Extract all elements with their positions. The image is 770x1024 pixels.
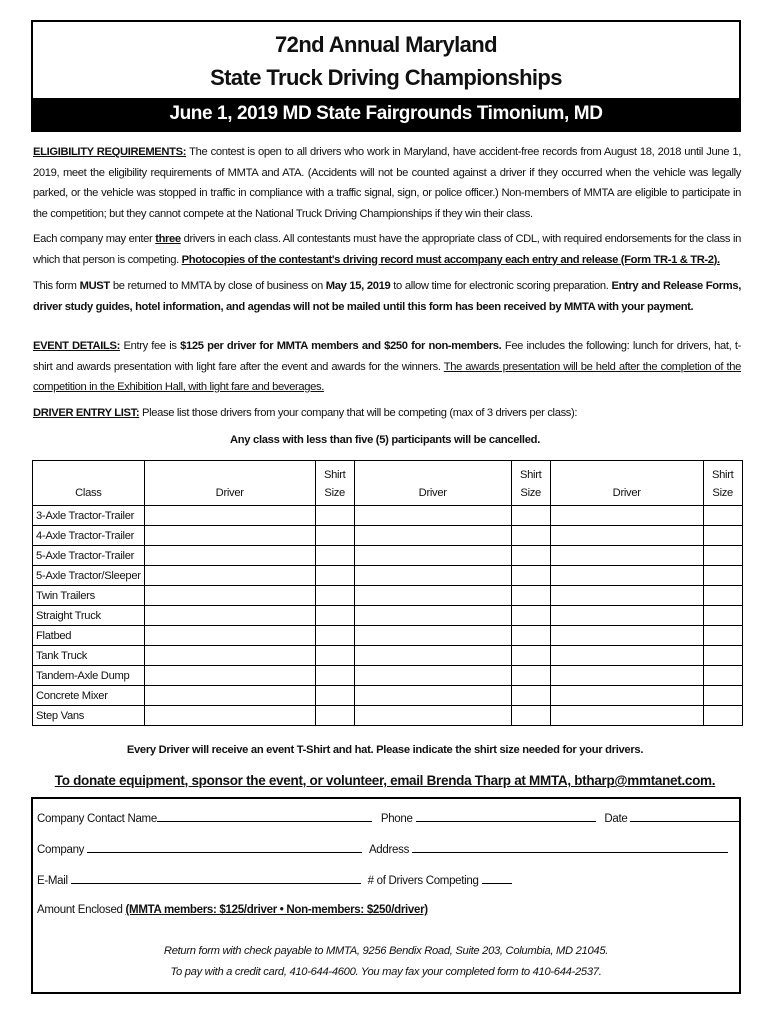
driver-cell[interactable]	[550, 666, 703, 686]
class-cell: Flatbed	[33, 626, 145, 646]
driver-cell[interactable]	[144, 626, 315, 646]
table-header-row	[33, 461, 743, 506]
num-drivers-label: # of Drivers Competing	[367, 875, 479, 887]
driving-record-note: Photocopies of the contestant's driving record must accompany each entry and release (Form TR-1 & TR-2).	[181, 253, 720, 266]
date-label: Date	[604, 813, 628, 825]
form-text-3: to allow time for electronic scoring preparation.	[390, 280, 612, 292]
shirt-size-cell[interactable]	[315, 586, 354, 606]
driver-entry-table	[32, 460, 743, 726]
driver-cell[interactable]	[144, 606, 315, 626]
amount-label: Amount Enclosed	[37, 904, 126, 916]
driver-cell[interactable]	[354, 546, 511, 566]
class-cell: 5-Axle Tractor/Sleeper	[33, 566, 145, 586]
phone-field[interactable]	[416, 810, 596, 822]
shirt-size-header-3: Shirt Size	[703, 461, 742, 506]
driver-cell[interactable]	[550, 626, 703, 646]
event-details-paragraph	[33, 336, 741, 398]
class-cell: 4-Axle Tractor-Trailer	[33, 526, 145, 546]
driver-cell[interactable]	[144, 506, 315, 526]
phone-label: Phone	[380, 813, 413, 825]
shirt-size-cell[interactable]	[315, 706, 354, 726]
driver-cell[interactable]	[354, 586, 511, 606]
driver-cell[interactable]	[354, 646, 511, 666]
header-box	[31, 20, 741, 132]
shirt-size-cell[interactable]	[703, 706, 742, 726]
payment-fax-note: To pay with a credit card, 410-644-4600. You may fax your completed form to 410-644-2537.	[170, 966, 602, 978]
form-deadline: May 15, 2019	[325, 280, 391, 292]
entry-fee: $125 per driver for MMTA members and $250 for non-members.	[180, 340, 502, 352]
event-text-2: Fee includes the following: lunch for drivers, hat, t-shirt and awards presentation with light fare after the event and awards for the winners.	[33, 340, 741, 373]
table-row	[33, 526, 743, 546]
driver-cell[interactable]	[354, 706, 511, 726]
driver-cell[interactable]	[550, 706, 703, 726]
shirt-size-cell[interactable]	[511, 506, 550, 526]
company-field[interactable]	[87, 841, 362, 853]
shirt-size-cell[interactable]	[315, 666, 354, 686]
shirt-size-cell[interactable]	[315, 606, 354, 626]
cancel-note: Any class with less than five (5) participants will be cancelled.	[229, 434, 541, 446]
driver-cell[interactable]	[550, 686, 703, 706]
amount-detail: (MMTA members: $125/driver • Non-members: $250/driver)	[125, 904, 428, 916]
driver-cell[interactable]	[144, 686, 315, 706]
company-contact-field[interactable]	[157, 810, 372, 822]
shirt-size-cell[interactable]	[315, 646, 354, 666]
shirt-size-cell[interactable]	[703, 506, 742, 526]
eligibility-heading: ELIGIBILITY REQUIREMENTS:	[33, 146, 187, 158]
driver-cell[interactable]	[550, 506, 703, 526]
driver-list-paragraph	[33, 403, 741, 424]
driver-cell[interactable]	[550, 606, 703, 626]
table-row	[33, 546, 743, 566]
driver-cell[interactable]	[354, 666, 511, 686]
shirt-size-cell[interactable]	[703, 526, 742, 546]
entry-text-2: drivers in each class. All contestants must have the appropriate class of CDL, with required endorsements for the class in which that person is competing.	[33, 233, 741, 266]
shirt-size-cell[interactable]	[511, 626, 550, 646]
class-header: Class	[33, 461, 145, 506]
awards-note: The awards presentation will be held after the completion of the competition in the Exhibition Hall, with light fare and beverages.	[33, 360, 741, 393]
shirt-size-cell[interactable]	[511, 646, 550, 666]
class-cell: 5-Axle Tractor-Trailer	[33, 546, 145, 566]
shirt-size-header-1: Shirt Size	[315, 461, 354, 506]
shirt-size-cell[interactable]	[511, 566, 550, 586]
form-must: MUST	[79, 280, 110, 292]
driver-cell[interactable]	[144, 526, 315, 546]
table-row	[33, 566, 743, 586]
contact-row-3	[37, 872, 512, 887]
email-field[interactable]	[71, 872, 361, 884]
shirt-size-cell[interactable]	[511, 686, 550, 706]
class-cell: Step Vans	[33, 706, 145, 726]
shirt-size-cell[interactable]	[703, 646, 742, 666]
shirt-size-cell[interactable]	[315, 546, 354, 566]
form-text-2: be returned to MMTA by close of business on	[109, 280, 326, 292]
form-text-1: This form	[33, 280, 80, 292]
shirt-size-cell[interactable]	[511, 666, 550, 686]
num-drivers-field[interactable]	[482, 872, 512, 884]
class-cell: Straight Truck	[33, 606, 145, 626]
driver-cell[interactable]	[144, 546, 315, 566]
table-row	[33, 666, 743, 686]
driver-cell[interactable]	[354, 686, 511, 706]
shirt-size-header-2: Shirt Size	[511, 461, 550, 506]
entry-text-1: Each company may enter	[33, 233, 156, 245]
shirt-size-cell[interactable]	[511, 546, 550, 566]
driver-cell[interactable]	[354, 526, 511, 546]
company-label: Company	[37, 844, 85, 856]
table-row	[33, 506, 743, 526]
shirt-size-cell[interactable]	[703, 586, 742, 606]
address-field[interactable]	[412, 841, 728, 853]
shirt-size-cell[interactable]	[315, 506, 354, 526]
shirt-size-cell[interactable]	[703, 666, 742, 686]
event-text-1: Entry fee is	[119, 340, 181, 352]
title-line-2: State Truck Driving Championships	[210, 65, 562, 90]
date-field[interactable]	[630, 810, 740, 822]
driver-list-text: Please list those drivers from your company that will be competing (max of 3 drivers per class):	[139, 407, 578, 419]
amount-row	[37, 904, 428, 916]
driver-cell[interactable]	[144, 706, 315, 726]
contact-row-2	[37, 841, 728, 856]
entry-three: three	[155, 233, 181, 245]
driver-cell[interactable]	[550, 586, 703, 606]
driver-header-3: Driver	[550, 461, 703, 506]
shirt-size-cell[interactable]	[511, 706, 550, 726]
driver-header-1: Driver	[144, 461, 315, 506]
entry-paragraph	[33, 229, 741, 270]
class-cell: Tank Truck	[33, 646, 145, 666]
driver-cell[interactable]	[550, 546, 703, 566]
eligibility-paragraph	[33, 142, 741, 224]
table-row	[33, 626, 743, 646]
driver-header-2: Driver	[354, 461, 511, 506]
shirt-size-cell[interactable]	[703, 606, 742, 626]
company-contact-label: Company Contact Name	[37, 813, 157, 825]
shirt-size-cell[interactable]	[315, 526, 354, 546]
driver-cell[interactable]	[354, 606, 511, 626]
driver-cell[interactable]	[550, 566, 703, 586]
email-label: E-Mail	[37, 875, 68, 887]
table-row	[33, 686, 743, 706]
driver-cell[interactable]	[550, 646, 703, 666]
shirt-size-cell[interactable]	[511, 586, 550, 606]
driver-cell[interactable]	[354, 506, 511, 526]
driver-cell[interactable]	[144, 646, 315, 666]
contact-row-1	[37, 810, 740, 825]
form-deadline-paragraph	[33, 276, 741, 317]
title-line-1: 72nd Annual Maryland	[275, 32, 497, 57]
return-address: Return form with check payable to MMTA, 9256 Bendix Road, Suite 203, Columbia, MD 21045.	[163, 945, 609, 957]
class-cell: Tandem-Axle Dump	[33, 666, 145, 686]
shirt-size-cell[interactable]	[315, 686, 354, 706]
driver-cell[interactable]	[354, 626, 511, 646]
table-row	[33, 646, 743, 666]
address-label: Address	[368, 844, 410, 856]
shirt-size-cell[interactable]	[703, 686, 742, 706]
shirt-size-cell[interactable]	[511, 606, 550, 626]
driver-cell[interactable]	[354, 566, 511, 586]
date-location-bar: June 1, 2019 MD State Fairgrounds Timonium, MD	[33, 98, 739, 130]
class-cell: Concrete Mixer	[33, 686, 145, 706]
shirt-size-cell[interactable]	[703, 626, 742, 646]
table-row	[33, 706, 743, 726]
table-row	[33, 586, 743, 606]
form-bold-note: Entry and Release Forms, driver study guides, hotel information, and agendas will not be mailed until this form has been received by MMTA with your payment.	[33, 280, 741, 313]
shirt-size-cell[interactable]	[315, 626, 354, 646]
driver-list-heading: DRIVER ENTRY LIST:	[33, 407, 140, 419]
contact-form-box	[31, 797, 741, 994]
shirt-size-cell[interactable]	[315, 566, 354, 586]
shirt-size-cell[interactable]	[703, 566, 742, 586]
driver-cell[interactable]	[144, 566, 315, 586]
shirt-size-cell[interactable]	[511, 526, 550, 546]
driver-cell[interactable]	[144, 666, 315, 686]
donate-note: To donate equipment, sponsor the event, or volunteer, email Brenda Tharp at MMTA, btharp@mmtanet.com.	[54, 773, 716, 788]
class-cell: 3-Axle Tractor-Trailer	[33, 506, 145, 526]
event-details-heading: EVENT DETAILS:	[33, 340, 120, 352]
driver-cell[interactable]	[144, 586, 315, 606]
driver-cell[interactable]	[550, 526, 703, 546]
table-row	[33, 606, 743, 626]
eligibility-text: The contest is open to all drivers who work in Maryland, have accident-free records from August 18, 2018 until June 1, 2019, meet the eligibility requirements of MMTA and ATA. (Accidents will not be counted against a driver if they occurred when the vehicle was legally parked, or the vehicle was stopped in traffic in compliance with a traffic signal, sign, or police officer.) Non-members of MMTA are eligible to participate in the competition; but they cannot compete at the National Truck Driving Championships if they win their class.	[33, 146, 741, 220]
shirt-size-cell[interactable]	[703, 546, 742, 566]
shirt-note: Every Driver will receive an event T-Shirt and hat. Please indicate the shirt size needed for your drivers.	[126, 744, 644, 756]
class-cell: Twin Trailers	[33, 586, 145, 606]
